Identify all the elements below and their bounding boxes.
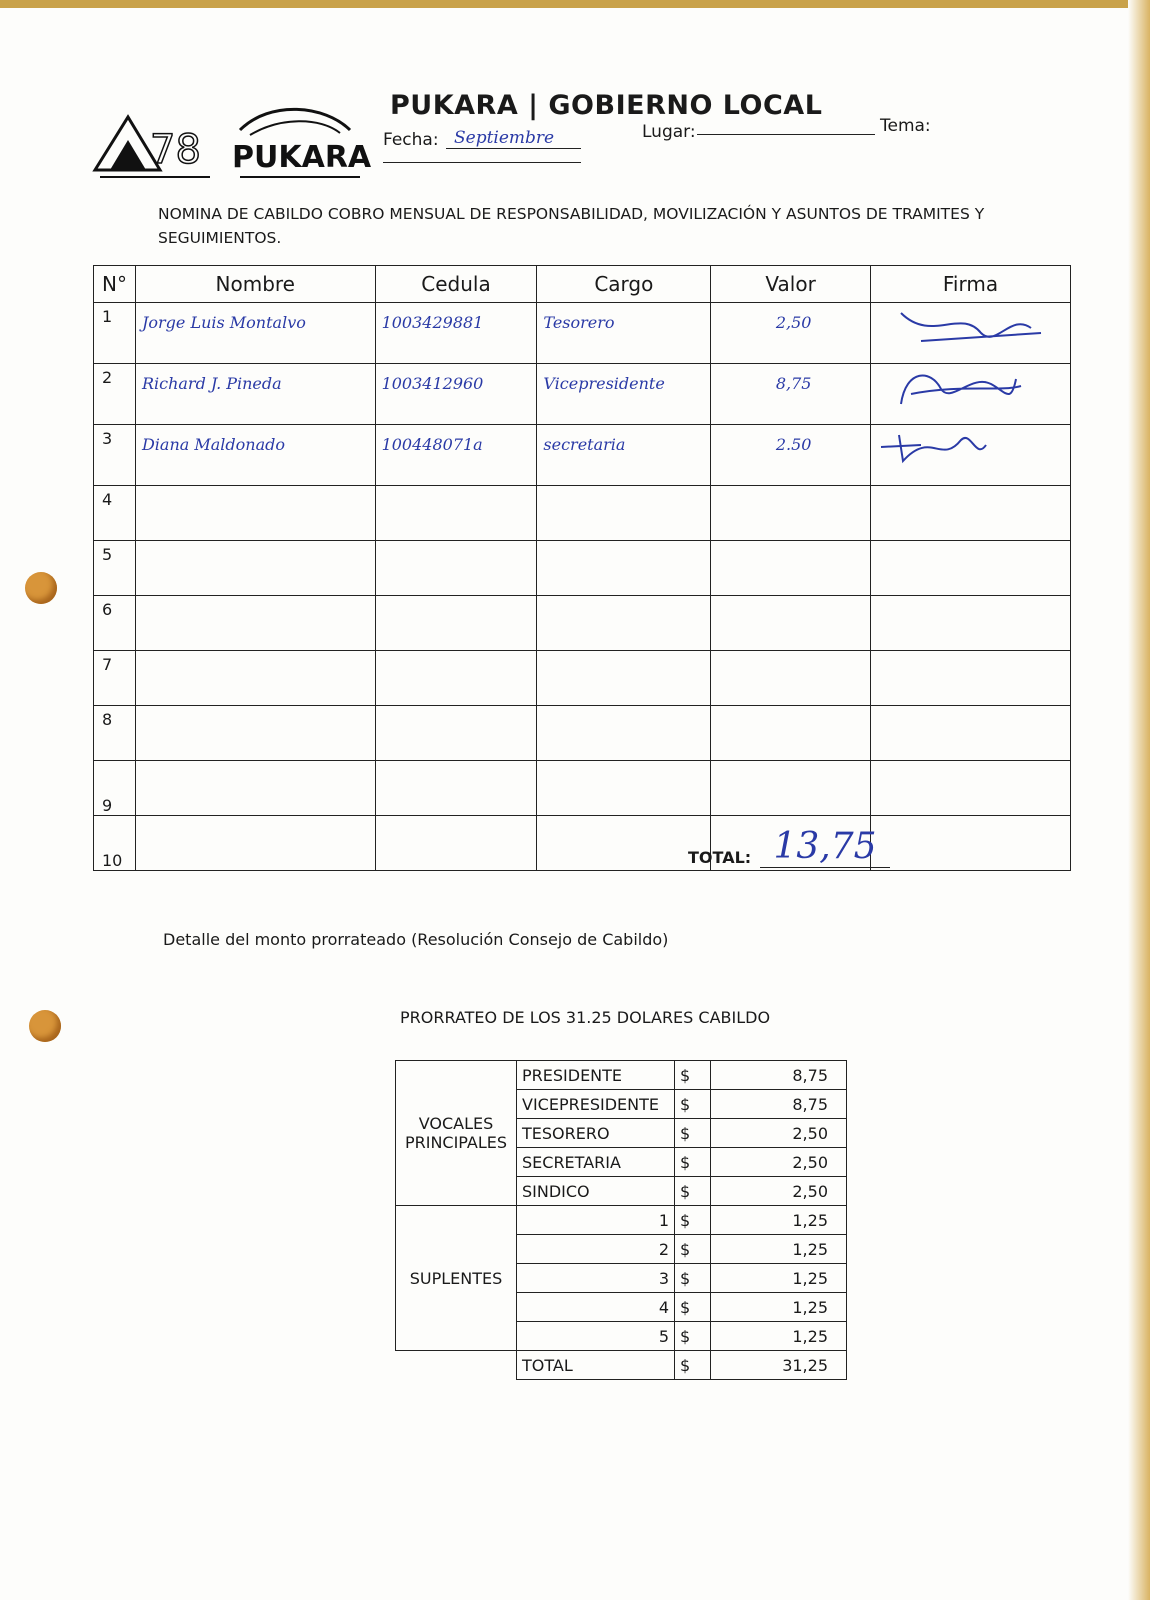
firma-cell bbox=[870, 303, 1070, 364]
nombre-cell bbox=[135, 596, 375, 651]
group-vocales-principales: VOCALES PRINCIPALES bbox=[396, 1061, 517, 1206]
valor-cell bbox=[711, 596, 871, 651]
document-heading: NOMINA DE CABILDO COBRO MENSUAL DE RESPONSABILIDAD, MOVILIZACIÓN Y ASUNTOS DE TRAMITES Y SEGUIMIENTOS. bbox=[158, 205, 985, 247]
row-number: 8 bbox=[94, 706, 136, 761]
role-label: VICEPRESIDENTE bbox=[517, 1090, 675, 1119]
cargo-cell bbox=[537, 651, 711, 706]
valor-cell bbox=[711, 761, 871, 816]
firma-cell bbox=[870, 596, 1070, 651]
currency-symbol: $ bbox=[675, 1293, 711, 1322]
table-row bbox=[94, 303, 1071, 364]
cedula-cell: 1003429881 bbox=[375, 303, 537, 364]
nombre-cell bbox=[135, 651, 375, 706]
role-label: PRESIDENTE bbox=[517, 1061, 675, 1090]
firma-cell bbox=[870, 425, 1070, 486]
cedula-cell bbox=[375, 486, 537, 541]
amount-cell: 2,50 bbox=[711, 1177, 847, 1206]
punch-hole bbox=[25, 572, 57, 604]
table-row bbox=[94, 541, 1071, 596]
cargo-cell: Vicepresidente bbox=[537, 364, 711, 425]
row-number: 10 bbox=[94, 816, 136, 871]
pukara-logo bbox=[90, 105, 380, 185]
firma-cell bbox=[870, 761, 1070, 816]
nomina-table bbox=[93, 265, 1071, 871]
table-row bbox=[396, 1206, 847, 1235]
fecha-underline bbox=[383, 162, 581, 163]
cargo-cell: Tesorero bbox=[537, 303, 711, 364]
nombre-cell bbox=[135, 486, 375, 541]
currency-symbol: $ bbox=[675, 1119, 711, 1148]
row-number: 4 bbox=[94, 486, 136, 541]
firma-cell bbox=[870, 816, 1070, 871]
table-row bbox=[94, 425, 1071, 486]
row-number: 9 bbox=[94, 761, 136, 816]
nombre-cell: Jorge Luis Montalvo bbox=[135, 303, 375, 364]
firma-cell bbox=[870, 706, 1070, 761]
suplente-number: 3 bbox=[517, 1264, 675, 1293]
signature-icon bbox=[871, 303, 1061, 351]
cargo-cell: secretaria bbox=[537, 425, 711, 486]
total-row bbox=[396, 1351, 847, 1380]
currency-symbol: $ bbox=[675, 1235, 711, 1264]
valor-cell bbox=[711, 486, 871, 541]
amount-cell: 8,75 bbox=[711, 1061, 847, 1090]
cargo-cell bbox=[537, 596, 711, 651]
fecha-field bbox=[446, 128, 581, 149]
row-number: 3 bbox=[94, 425, 136, 486]
valor-cell: 2,50 bbox=[711, 303, 871, 364]
row-number: 7 bbox=[94, 651, 136, 706]
table-row bbox=[94, 706, 1071, 761]
cedula-cell bbox=[375, 761, 537, 816]
col-header-cedula: Cedula bbox=[375, 266, 537, 303]
col-header-firma: Firma bbox=[870, 266, 1070, 303]
amount-cell: 2,50 bbox=[711, 1119, 847, 1148]
nombre-cell: Richard J. Pineda bbox=[135, 364, 375, 425]
logo-number: 78 bbox=[150, 127, 201, 173]
firma-cell bbox=[870, 486, 1070, 541]
row-number: 5 bbox=[94, 541, 136, 596]
valor-cell: 8,75 bbox=[711, 364, 871, 425]
prorrateo-table bbox=[395, 1060, 847, 1380]
row-number: 1 bbox=[94, 303, 136, 364]
cargo-cell bbox=[537, 816, 711, 871]
detalle-text: Detalle del monto prorrateado (Resolución Consejo de Cabildo) bbox=[163, 930, 669, 949]
cedula-cell bbox=[375, 816, 537, 871]
nombre-cell bbox=[135, 761, 375, 816]
amount-cell: 1,25 bbox=[711, 1235, 847, 1264]
currency-symbol: $ bbox=[675, 1206, 711, 1235]
valor-cell bbox=[711, 706, 871, 761]
amount-cell: 1,25 bbox=[711, 1293, 847, 1322]
cargo-cell bbox=[537, 541, 711, 596]
punch-hole bbox=[29, 1010, 61, 1042]
paper-edge-right bbox=[1128, 0, 1150, 1600]
cedula-cell bbox=[375, 651, 537, 706]
fecha-label: Fecha: bbox=[383, 130, 439, 150]
table-row bbox=[396, 1061, 847, 1090]
col-header-valor: Valor bbox=[711, 266, 871, 303]
valor-cell bbox=[711, 541, 871, 596]
suplente-number: 2 bbox=[517, 1235, 675, 1264]
prorrateo-title: PRORRATEO DE LOS 31.25 DOLARES CABILDO bbox=[400, 1008, 771, 1027]
amount-cell: 1,25 bbox=[711, 1264, 847, 1293]
lugar-label: Lugar: bbox=[642, 122, 696, 142]
nombre-cell bbox=[135, 816, 375, 871]
valor-cell bbox=[711, 651, 871, 706]
prorrateo-total-amount: 31,25 bbox=[711, 1351, 847, 1380]
total-value: 13,75 bbox=[760, 826, 890, 868]
logo-brand: PUKARA bbox=[232, 140, 372, 175]
cargo-cell bbox=[537, 761, 711, 816]
currency-symbol: $ bbox=[675, 1351, 711, 1380]
cedula-cell bbox=[375, 541, 537, 596]
cargo-cell bbox=[537, 486, 711, 541]
suplente-number: 5 bbox=[517, 1322, 675, 1351]
table-row bbox=[94, 761, 1071, 816]
table-row bbox=[94, 651, 1071, 706]
currency-symbol: $ bbox=[675, 1061, 711, 1090]
nombre-cell: Diana Maldonado bbox=[135, 425, 375, 486]
row-number: 6 bbox=[94, 596, 136, 651]
table-row bbox=[94, 486, 1071, 541]
currency-symbol: $ bbox=[675, 1177, 711, 1206]
firma-cell bbox=[870, 651, 1070, 706]
table-row bbox=[94, 596, 1071, 651]
spacer-cell bbox=[396, 1351, 517, 1380]
nombre-cell bbox=[135, 541, 375, 596]
col-header-n: N° bbox=[94, 266, 136, 303]
prorrateo-total-label: TOTAL bbox=[517, 1351, 675, 1380]
currency-symbol: $ bbox=[675, 1322, 711, 1351]
cargo-cell bbox=[537, 706, 711, 761]
currency-symbol: $ bbox=[675, 1090, 711, 1119]
group-suplentes: SUPLENTES bbox=[396, 1206, 517, 1351]
firma-cell bbox=[870, 364, 1070, 425]
col-header-cargo: Cargo bbox=[537, 266, 711, 303]
cedula-cell: 1003412960 bbox=[375, 364, 537, 425]
table-row bbox=[94, 364, 1071, 425]
signature-icon bbox=[871, 364, 1061, 412]
currency-symbol: $ bbox=[675, 1148, 711, 1177]
total-label: TOTAL: bbox=[688, 848, 752, 867]
suplente-number: 1 bbox=[517, 1206, 675, 1235]
currency-symbol: $ bbox=[675, 1264, 711, 1293]
cedula-cell bbox=[375, 596, 537, 651]
amount-cell: 8,75 bbox=[711, 1090, 847, 1119]
lugar-field bbox=[697, 134, 875, 135]
col-header-nombre: Nombre bbox=[135, 266, 375, 303]
fecha-value: Septiembre bbox=[454, 128, 555, 148]
firma-cell bbox=[870, 541, 1070, 596]
signature-icon bbox=[871, 425, 1061, 473]
nombre-cell bbox=[135, 706, 375, 761]
amount-cell: 1,25 bbox=[711, 1206, 847, 1235]
amount-cell: 1,25 bbox=[711, 1322, 847, 1351]
role-label: SINDICO bbox=[517, 1177, 675, 1206]
amount-cell: 2,50 bbox=[711, 1148, 847, 1177]
tema-label: Tema: bbox=[880, 116, 931, 136]
paper-edge-top bbox=[0, 0, 1150, 8]
row-number: 2 bbox=[94, 364, 136, 425]
valor-cell: 2.50 bbox=[711, 425, 871, 486]
page-title: PUKARA | GOBIERNO LOCAL bbox=[390, 90, 823, 121]
role-label: TESORERO bbox=[517, 1119, 675, 1148]
table-header-row bbox=[94, 266, 1071, 303]
table-row bbox=[94, 816, 1071, 871]
suplente-number: 4 bbox=[517, 1293, 675, 1322]
cedula-cell bbox=[375, 706, 537, 761]
cedula-cell: 100448071a bbox=[375, 425, 537, 486]
role-label: SECRETARIA bbox=[517, 1148, 675, 1177]
